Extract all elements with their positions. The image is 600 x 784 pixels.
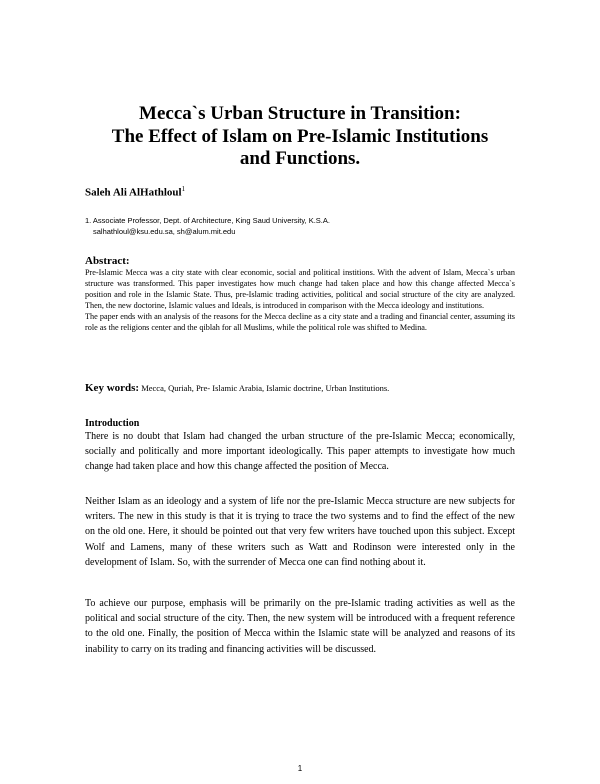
abstract-body — [85, 267, 515, 334]
author-affiliation-marker: 1 — [181, 185, 186, 193]
abstract-heading: Abstract: — [85, 255, 130, 267]
author-line — [85, 185, 185, 199]
title-line-1: Mecca`s Urban Structure in Transition: — [139, 103, 461, 124]
introduction-paragraph-2: Neither Islam as an ideology and a system of life nor the pre-Islamic Mecca structure are new subjects for writers. The new in this study is that it is trying to trace the two systems and to find the effect of the new on the old one. Here, it should be pointed out that very few writers have touched upon this subject. Except Wolf and Lamens, many of these writers such as Watt and Rodinson were interested only in the development of Islam. So, with the surrender of Mecca one can find nothing about it. — [85, 496, 515, 568]
abstract-paragraph-2: The paper ends with an analysis of the reasons for the Mecca decline as a city state and a trading and financial center, assuming its role as the religions center and the qiblah for all Muslims, while the political role was shifted to Medina. — [85, 312, 515, 333]
keywords-text: Mecca, Quriah, Pre- Islamic Arabia, Islamic doctrine, Urban Institutions. — [141, 383, 390, 393]
paper-title — [60, 103, 540, 171]
affiliation-line: 1. Associate Professor, Dept. of Architecture, King Saud University, K.S.A. — [85, 216, 330, 225]
keywords-line — [85, 382, 525, 394]
author-name: Saleh Ali AlHathloul — [85, 186, 182, 199]
abstract-paragraph-1: Pre-Islamic Mecca was a city state with clear economic, social and political institions. With the advent of Islam, Mecca`s urban structure was transformed. This paper investigates how much change had taken place and how this change affected Mecca`s position and role in the Islamic State. Thus, pre-Islamic trading activities, political and social structure of the city are analyzed. Then, the new doctorine, Islamic values and Ideals, is introduced in comparison with the Mecca ideology and institutions. — [85, 268, 515, 311]
title-line-2: The Effect of Islam on Pre-Islamic Institutions — [111, 125, 489, 147]
author-affiliation — [85, 215, 330, 237]
introduction-paragraph-1: There is no doubt that Islam had changed the urban structure of the pre-Islamic Mecca; economically, socially and politically and more important ideologically. This paper attempts to investigate how much change had taken place and how this change affected the position of Mecca. — [85, 431, 515, 473]
introduction-heading: Introduction — [85, 418, 140, 429]
keywords-label: Key words: — [85, 382, 140, 394]
page-number: 1 — [297, 764, 303, 773]
introduction-paragraph-3: To achieve our purpose, emphasis will be primarily on the pre-Islamic trading activities as well as the political and social structure of the city. Then, the new system will be introduced with a frequent reference to the old one. Finally, the position of Mecca within the Islamic state will be analyzed and reasons of its inability to carry on its trading and financing activities will be discussed. — [85, 598, 515, 655]
author-emails: salhathloul@ksu.edu.sa, sh@alum.mit.edu — [93, 227, 236, 236]
title-line-3: and Functions. — [239, 148, 361, 169]
